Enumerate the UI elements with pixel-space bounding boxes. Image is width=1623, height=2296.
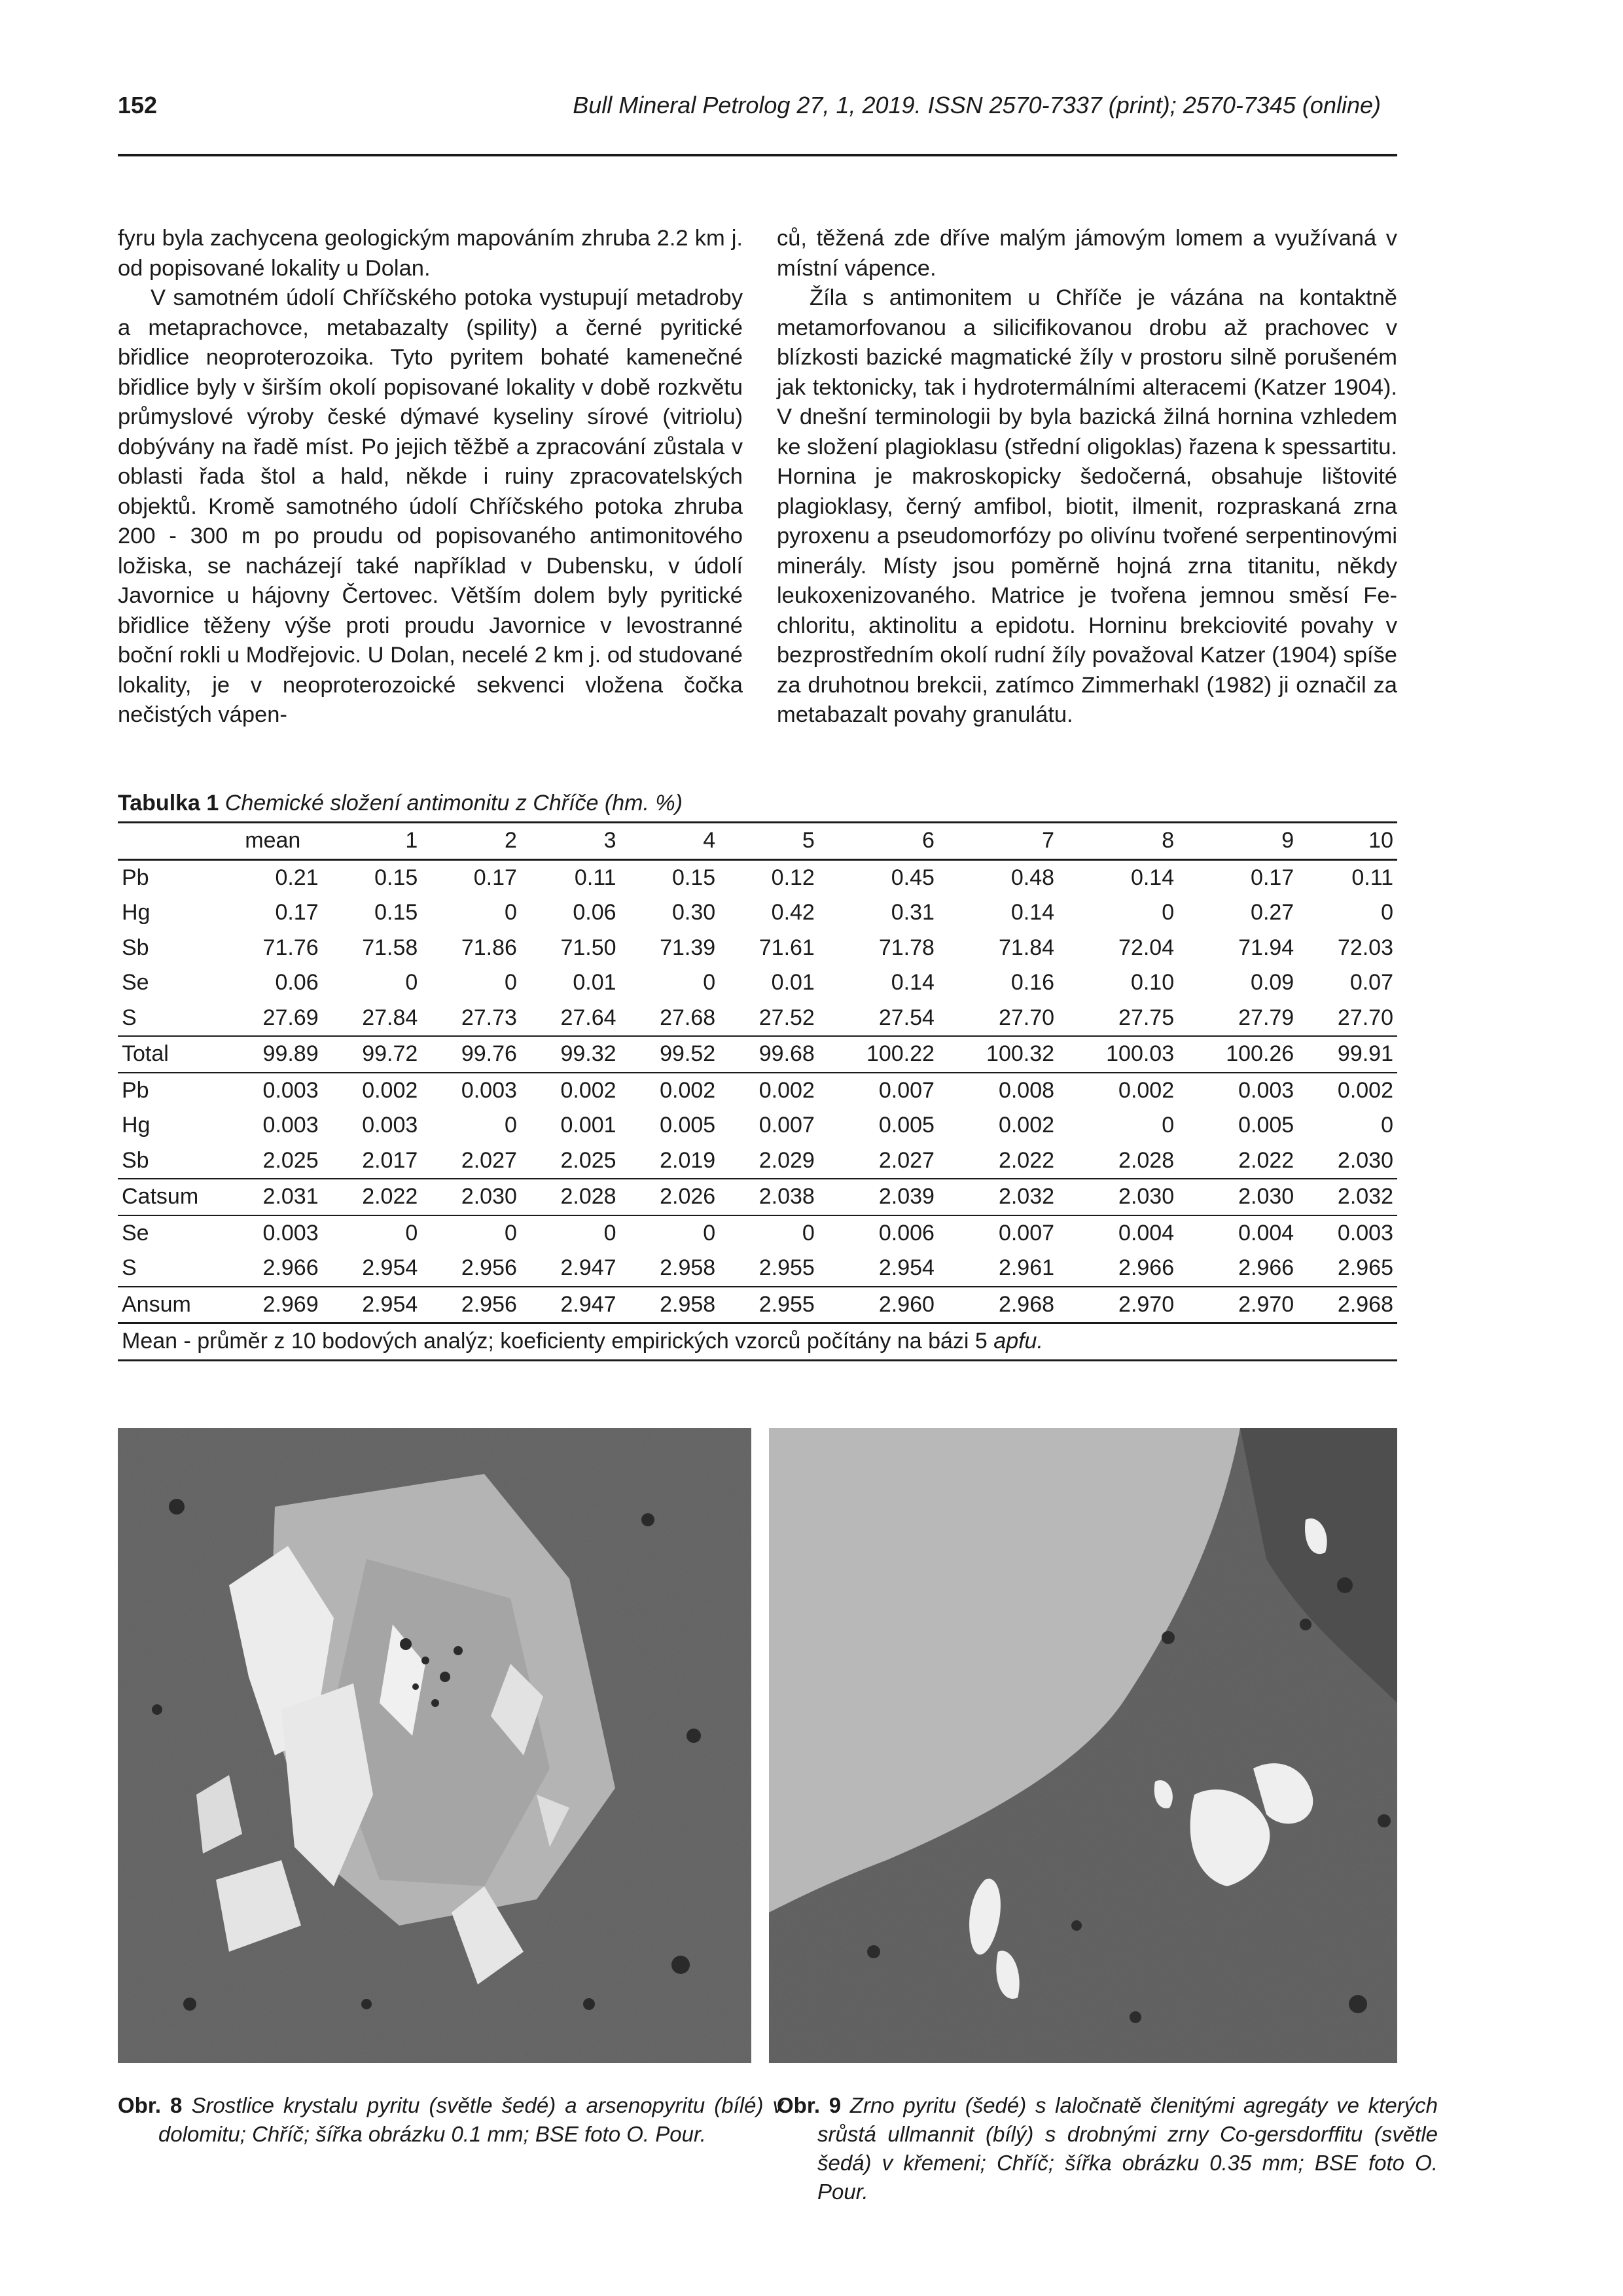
table-cell: 0.31 bbox=[891, 900, 935, 925]
column-header: 4 bbox=[620, 823, 720, 860]
table-cell: 0 bbox=[505, 1113, 517, 1138]
table-cell: 0 bbox=[421, 1215, 521, 1251]
table-cell: 2.028 bbox=[521, 1179, 620, 1215]
table-cell: 2.954 bbox=[878, 1255, 935, 1281]
column-header: 10 bbox=[1298, 823, 1397, 860]
table-cell: 2.022 bbox=[1238, 1147, 1294, 1173]
table-cell: 2.954 bbox=[323, 1287, 422, 1323]
figure-9-label: Obr. 9 bbox=[777, 2093, 842, 2117]
table-cell: 99.76 bbox=[421, 1036, 521, 1073]
table-cell: 2.025 bbox=[262, 1147, 319, 1173]
table-row bbox=[118, 1108, 1397, 1143]
table-cell: 2.030 bbox=[1178, 1179, 1298, 1215]
table-cell: 0 bbox=[505, 970, 517, 996]
paragraph: fyru byla zachycena geologickým mapováním zhruba 2.2 km j. od popisované lokality u Dolan. bbox=[118, 226, 743, 281]
table-caption bbox=[118, 791, 683, 816]
table-cell: 0 bbox=[405, 970, 418, 996]
table-cell: 0.17 bbox=[473, 865, 517, 890]
table-cell: 0.002 bbox=[323, 1073, 422, 1109]
table-cell: 2.030 bbox=[1058, 1179, 1178, 1215]
table-note-unit: apfu. bbox=[993, 1329, 1043, 1354]
figure-9-caption-text: Zrno pyritu (šedé) s laločnatě členitými agregáty ve kterých srůstá ullmannit (bílý) s drobnými zrny Co-gersdorffitu (světle šedá) v křemeni; Chříč; šířka obrázku 0.35 mm; BSE foto O. Pour. bbox=[817, 2093, 1438, 2204]
table-cell: 27.73 bbox=[461, 1005, 517, 1030]
table-cell: 2.970 bbox=[1058, 1287, 1178, 1323]
table-cell: 2.955 bbox=[758, 1255, 815, 1281]
table-cell: 2.968 bbox=[938, 1287, 1058, 1323]
table-cell: 2.966 bbox=[262, 1255, 319, 1281]
table-row bbox=[118, 1073, 1397, 1109]
table-cell: 2.970 bbox=[1178, 1287, 1298, 1323]
table-cell: 0.002 bbox=[719, 1073, 819, 1109]
row-label: Total bbox=[118, 1036, 223, 1073]
table-cell: 2.038 bbox=[719, 1179, 819, 1215]
table-cell: 0.07 bbox=[1349, 970, 1393, 996]
table-cell: 0.06 bbox=[275, 970, 319, 996]
figure-9-caption bbox=[777, 2091, 1438, 2206]
table-cell: 2.956 bbox=[461, 1255, 517, 1281]
table-cell: 71.78 bbox=[878, 935, 935, 960]
table-cell: 0.12 bbox=[771, 865, 815, 890]
column-header: 5 bbox=[719, 823, 819, 860]
table-corner-cell bbox=[118, 823, 223, 860]
column-header: 7 bbox=[938, 823, 1058, 860]
table-cell: 0 bbox=[521, 1215, 620, 1251]
row-label: Se bbox=[122, 970, 149, 996]
table-cell: 99.32 bbox=[521, 1036, 620, 1073]
table-row bbox=[118, 1001, 1397, 1037]
table-cell: 2.022 bbox=[998, 1147, 1055, 1173]
table-cell: 27.64 bbox=[560, 1005, 616, 1030]
table-cell: 0.14 bbox=[1010, 900, 1055, 925]
row-label: Sb bbox=[122, 935, 149, 960]
column-header: 3 bbox=[521, 823, 620, 860]
table-cell: 0.48 bbox=[1010, 865, 1055, 890]
table-cell: 0.002 bbox=[1298, 1073, 1397, 1109]
row-label: Pb bbox=[122, 865, 149, 890]
table-cell: 0.003 bbox=[362, 1113, 418, 1138]
table-label: Tabulka 1 bbox=[118, 791, 219, 816]
column-header: 6 bbox=[819, 823, 938, 860]
table-cell: 0.42 bbox=[771, 900, 815, 925]
table-cell: 0.004 bbox=[1178, 1215, 1298, 1251]
table-cell: 71.86 bbox=[461, 935, 517, 960]
table-cell: 0.007 bbox=[819, 1073, 938, 1109]
table-cell: 2.017 bbox=[362, 1147, 418, 1173]
table-cell: 0.007 bbox=[758, 1113, 815, 1138]
table-cell: 27.54 bbox=[878, 1005, 935, 1030]
table-note bbox=[118, 1323, 1397, 1361]
table-row bbox=[118, 1143, 1397, 1179]
table-cell: 0.01 bbox=[573, 970, 616, 996]
table-cell: 0.006 bbox=[819, 1215, 938, 1251]
table-cell: 71.58 bbox=[362, 935, 418, 960]
table-cell: 0.21 bbox=[275, 865, 319, 890]
table-cell: 0.15 bbox=[374, 865, 418, 890]
table-cell: 2.029 bbox=[758, 1147, 815, 1173]
table-cell: 0.11 bbox=[574, 865, 616, 890]
table-cell: 71.39 bbox=[660, 935, 716, 960]
table-cell: 0.15 bbox=[374, 900, 418, 925]
table-cell: 2.969 bbox=[223, 1287, 323, 1323]
table-cell: 2.958 bbox=[660, 1255, 716, 1281]
table-row bbox=[118, 859, 1397, 895]
table-body bbox=[118, 859, 1397, 1360]
row-label: Catsum bbox=[118, 1179, 223, 1215]
column-header: 9 bbox=[1178, 823, 1298, 860]
table-cell: 27.84 bbox=[362, 1005, 418, 1030]
table-cell: 99.89 bbox=[223, 1036, 323, 1073]
page-number: 152 bbox=[118, 92, 158, 118]
row-label: S bbox=[122, 1255, 137, 1281]
table-cell: 0.005 bbox=[1238, 1113, 1294, 1138]
table-cell: 2.025 bbox=[560, 1147, 616, 1173]
table-cell: 2.966 bbox=[1238, 1255, 1294, 1281]
paragraph: Žíla s antimonitem u Chříče je vázána na kontaktně metamorfovanou a silicifikovanou drobu až prachovec v blízkosti bazické magmatické žíly v prostoru silně porušeném jak tektonicky, tak i hydrotermálními alteracemi (Katzer 1904). V dnešní terminologii by byla bazická žilná hornina vzhledem ke složení plagioklasu (střední oligoklas) řazena k spessartitu. Hornina je makroskopicky šedočerná, obsahuje lištovité plagioklasy, černý amfibol, biotit, ilmenit, rozpraskaná zrna pyroxenu a pseudomorfózy po olivínu tvořené serpentinovými minerály. Místy jsou poměrně hojná zrna titanitu, někdy leukoxenizovaného. Matrice je tvořena jemnou směsí Fe-chloritu, aktinolitu a epidotu. Horninu brekciovité povahy v bezprostředním okolí rudní žíly považoval Katzer (1904) spíše za druhotnou brekcii, zatímco Zimmerhakl (1982) ji označil za metabazalt povahy granulátu. bbox=[777, 285, 1397, 727]
column-header: 8 bbox=[1058, 823, 1178, 860]
table-note-row bbox=[118, 1323, 1397, 1361]
chemistry-table bbox=[118, 821, 1397, 1361]
table-cell: 2.019 bbox=[660, 1147, 716, 1173]
table-cell: 71.94 bbox=[1238, 935, 1294, 960]
table-cell: 2.958 bbox=[620, 1287, 720, 1323]
table-note-text: Mean - průměr z 10 bodových analýz; koeficienty empirických vzorců počítány na bázi 5 bbox=[122, 1329, 994, 1354]
table-cell: 0.30 bbox=[672, 900, 716, 925]
table-cell: 100.22 bbox=[819, 1036, 938, 1073]
table-row bbox=[118, 931, 1397, 966]
table-cell: 27.70 bbox=[998, 1005, 1055, 1030]
text-column-right bbox=[777, 224, 1397, 730]
running-head: Bull Mineral Petrolog 27, 1, 2019. ISSN 2570-7337 (print); 2570-7345 (online) bbox=[573, 92, 1381, 118]
table-cell: 0.003 bbox=[262, 1113, 319, 1138]
table-cell: 2.965 bbox=[1337, 1255, 1393, 1281]
table-cell: 2.968 bbox=[1298, 1287, 1397, 1323]
table-cell: 0.008 bbox=[938, 1073, 1058, 1109]
text-column-left bbox=[118, 224, 743, 730]
table-cell: 0.003 bbox=[1298, 1215, 1397, 1251]
table-header-row bbox=[118, 823, 1397, 860]
table-cell: 99.72 bbox=[323, 1036, 422, 1073]
table-cell: 99.68 bbox=[719, 1036, 819, 1073]
table-cell: 0.007 bbox=[938, 1215, 1058, 1251]
table-cell: 0.001 bbox=[560, 1113, 616, 1138]
table-cell: 0.10 bbox=[1130, 970, 1175, 996]
table-cell: 0.005 bbox=[878, 1113, 935, 1138]
table-cell: 0.16 bbox=[1010, 970, 1055, 996]
table-cell: 72.04 bbox=[1118, 935, 1175, 960]
column-header: 2 bbox=[421, 823, 521, 860]
table-cell: 0 bbox=[505, 900, 517, 925]
table-cell: 100.32 bbox=[938, 1036, 1058, 1073]
table-cell: 100.26 bbox=[1178, 1036, 1298, 1073]
table-cell: 0.002 bbox=[998, 1113, 1055, 1138]
table-cell: 71.76 bbox=[262, 935, 319, 960]
table-cell: 27.75 bbox=[1118, 1005, 1175, 1030]
table-cell: 0.15 bbox=[672, 865, 716, 890]
column-header: 1 bbox=[323, 823, 422, 860]
table-title: Chemické složení antimonitu z Chříče (hm. %) bbox=[224, 791, 683, 816]
table-cell: 0.003 bbox=[223, 1073, 323, 1109]
table-cell: 0 bbox=[1381, 900, 1393, 925]
figure-8-label: Obr. 8 bbox=[118, 2093, 183, 2117]
table-cell: 27.52 bbox=[758, 1005, 815, 1030]
table-cell: 2.947 bbox=[521, 1287, 620, 1323]
table-cell: 99.52 bbox=[620, 1036, 720, 1073]
table-cell: 71.61 bbox=[758, 935, 815, 960]
row-label: Ansum bbox=[118, 1287, 223, 1323]
table-cell: 0 bbox=[1162, 1113, 1175, 1138]
table-cell: 2.027 bbox=[878, 1147, 935, 1173]
header-rule bbox=[118, 154, 1397, 156]
table-cell: 2.039 bbox=[819, 1179, 938, 1215]
table-cell: 0 bbox=[620, 1215, 720, 1251]
table-cell: 2.030 bbox=[421, 1179, 521, 1215]
table-cell: 71.50 bbox=[560, 935, 616, 960]
table-cell: 72.03 bbox=[1337, 935, 1393, 960]
table-cell: 27.69 bbox=[262, 1005, 319, 1030]
table-cell: 2.027 bbox=[461, 1147, 517, 1173]
row-label: Hg bbox=[122, 1113, 151, 1138]
table-cell: 0.14 bbox=[891, 970, 935, 996]
table-cell: 2.032 bbox=[938, 1179, 1058, 1215]
row-label: S bbox=[122, 1005, 137, 1030]
table-cell: 0 bbox=[1162, 900, 1175, 925]
table-cell: 2.966 bbox=[1118, 1255, 1175, 1281]
table-cell: 0.002 bbox=[1058, 1073, 1178, 1109]
table-cell: 0.01 bbox=[771, 970, 815, 996]
table-row bbox=[118, 1251, 1397, 1287]
table-cell: 27.68 bbox=[660, 1005, 716, 1030]
table-cell: 2.028 bbox=[1118, 1147, 1175, 1173]
table-cell: 0 bbox=[323, 1215, 422, 1251]
figure-8-caption bbox=[118, 2091, 783, 2149]
table-cell: 2.956 bbox=[421, 1287, 521, 1323]
table-cell: 0.005 bbox=[660, 1113, 716, 1138]
paragraph: V samotném údolí Chříčského potoka vystupují metadroby a metaprachovce, metabazalty (spility) a černé pyritické břidlice neoproterozoika. Tyto pyritem bohaté kamenečné břidlice byly v širším okolí popisované lokality v době rozkvětu průmyslové výroby české dýmavé kyseliny sírové (vitriolu) dobývány na řadě míst. Po jejich těžbě a zpracování zůstala v oblasti řada štol a hald, někde i ruiny zpracovatelských objektů. Kromě samotného údolí Chříčského potoka zhruba 200 - 300 m po proudu od popisovaného antimonitového ložiska, se nacházejí také například v Dubensku, v údolí Javornice u hájovny Čertovec. Větším dolem byly pyritické břidlice těženy výše proti proudu Javornice v levostranné boční rokli u Modřejovic. U Dolan, necelé 2 km j. od studované lokality, je v neoproterozoické sekvenci vložena čočka nečistých vápen- bbox=[118, 285, 743, 727]
table-row bbox=[118, 1036, 1397, 1073]
table-cell: 0.003 bbox=[223, 1215, 323, 1251]
table-cell: 2.026 bbox=[620, 1179, 720, 1215]
table-row bbox=[118, 895, 1397, 931]
table-row bbox=[118, 1179, 1397, 1215]
table-cell: 2.947 bbox=[560, 1255, 616, 1281]
table-cell: 0.003 bbox=[1178, 1073, 1298, 1109]
table-cell: 100.03 bbox=[1058, 1036, 1178, 1073]
table-row bbox=[118, 965, 1397, 1001]
table-cell: 2.960 bbox=[819, 1287, 938, 1323]
table-cell: 0.27 bbox=[1251, 900, 1294, 925]
table-cell: 0.06 bbox=[573, 900, 616, 925]
table-cell: 71.84 bbox=[998, 935, 1055, 960]
table-row bbox=[118, 1215, 1397, 1251]
table-cell: 0.17 bbox=[275, 900, 319, 925]
table-cell: 2.955 bbox=[719, 1287, 819, 1323]
table-cell: 0.17 bbox=[1251, 865, 1294, 890]
figure-9-image bbox=[769, 1428, 1397, 2063]
table-cell: 99.91 bbox=[1298, 1036, 1397, 1073]
column-header: mean bbox=[223, 823, 323, 860]
table-cell: 0.002 bbox=[620, 1073, 720, 1109]
row-label: Hg bbox=[122, 900, 151, 925]
table-cell: 0 bbox=[1381, 1113, 1393, 1138]
table-cell: 2.954 bbox=[362, 1255, 418, 1281]
table-cell: 27.70 bbox=[1337, 1005, 1393, 1030]
table-cell: 0 bbox=[703, 970, 716, 996]
figure-8-caption-text: Srostlice krystalu pyritu (světle šedé) a arsenopyritu (bílé) v dolomitu; Chříč; šířka obrázku 0.1 mm; BSE foto O. Pour. bbox=[158, 2093, 783, 2146]
table-cell: 27.79 bbox=[1238, 1005, 1294, 1030]
table-cell: 0.45 bbox=[891, 865, 935, 890]
row-label: Pb bbox=[118, 1073, 223, 1109]
table-cell: 0.002 bbox=[521, 1073, 620, 1109]
table-cell: 2.030 bbox=[1337, 1147, 1393, 1173]
table-cell: 0.003 bbox=[421, 1073, 521, 1109]
figure-8-image bbox=[118, 1428, 751, 2063]
table-row bbox=[118, 1287, 1397, 1323]
table-cell: 2.961 bbox=[998, 1255, 1055, 1281]
paragraph: ců, těžená zde dříve malým jámovým lomem a využívaná v místní vápence. bbox=[777, 226, 1397, 281]
table-cell: 0.14 bbox=[1130, 865, 1175, 890]
row-label: Se bbox=[118, 1215, 223, 1251]
table-cell: 0.09 bbox=[1251, 970, 1294, 996]
table-cell: 0 bbox=[719, 1215, 819, 1251]
table-cell: 2.032 bbox=[1298, 1179, 1397, 1215]
table-cell: 2.022 bbox=[323, 1179, 422, 1215]
table-cell: 2.031 bbox=[223, 1179, 323, 1215]
row-label: Sb bbox=[122, 1147, 149, 1173]
table-cell: 0.11 bbox=[1351, 865, 1393, 890]
table-cell: 0.004 bbox=[1058, 1215, 1178, 1251]
